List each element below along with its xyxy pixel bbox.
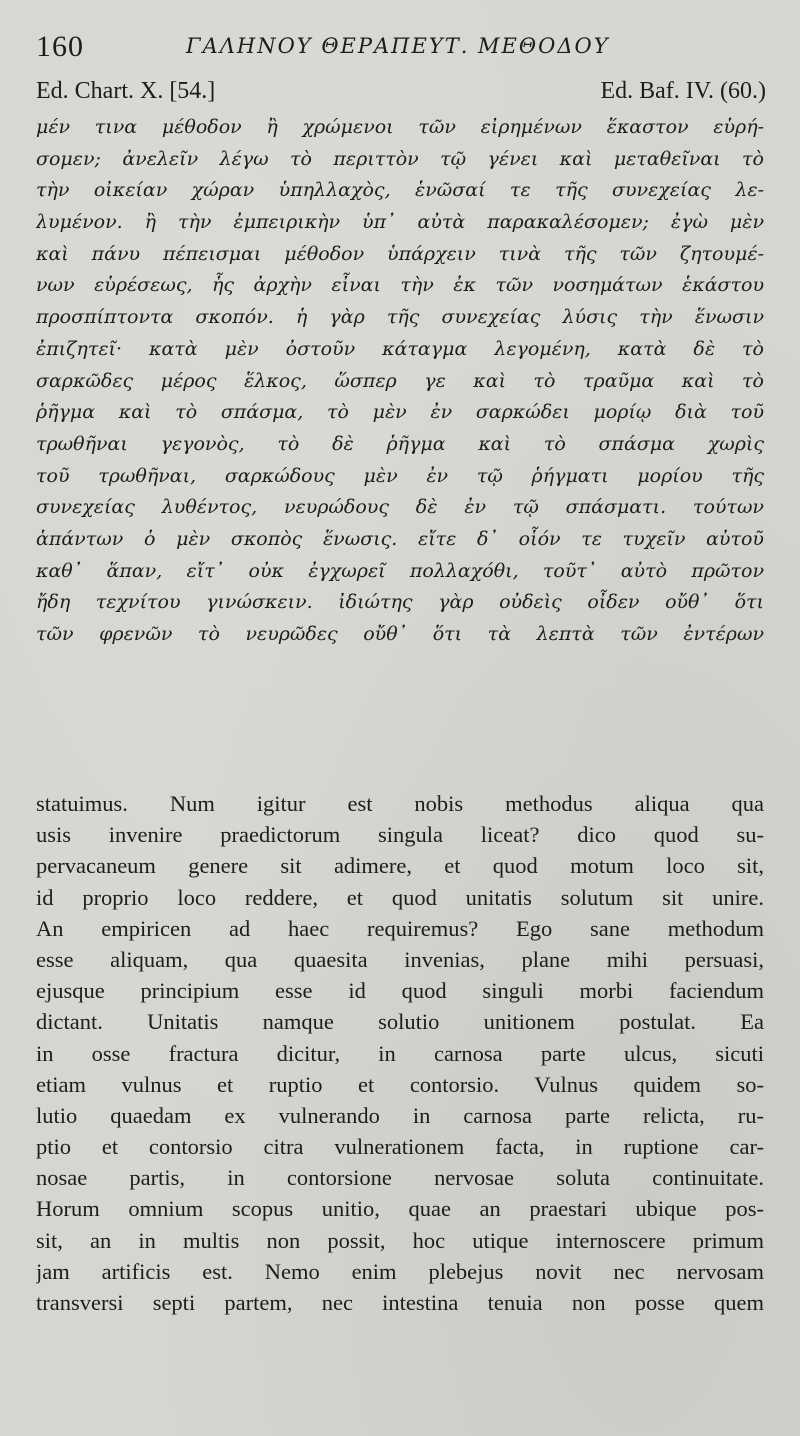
latin-text-line: ptio et contorsio citra vulnerationem facta, in ruptione car-: [36, 1134, 764, 1160]
greek-text-line: ῥῆγμα καὶ τὸ σπάσμα, τὸ μὲν ἐν σαρκώδει μορίῳ διὰ τοῦ: [36, 401, 764, 424]
greek-text-line: σαρκῶδες μέρος ἕλκος, ὥσπερ γε καὶ τὸ τραῦμα καὶ τὸ: [36, 369, 764, 392]
greek-text-line: ἐπιζητεῖ· κατὰ μὲν ὀστοῦν κάταγμα λεγομένη, κατὰ δὲ τὸ: [36, 337, 764, 360]
page-number: 160: [36, 30, 84, 63]
greek-text-line: σομεν; ἀνελεῖν λέγω τὸ περιττὸν τῷ γένει καὶ μεταθεῖναι τὸ: [36, 147, 764, 170]
greek-text-line: καὶ πάνυ πέπεισμαι μέθοδον ὑπάρχειν τινὰ τῆς τῶν ζητουμέ-: [36, 242, 764, 265]
edition-chart-reference: Ed. Chart. X. [54.]: [36, 78, 216, 104]
greek-text-line: ἁπάντων ὁ μὲν σκοπὸς ἕνωσις. εἴτε δ᾽ οἷόν τε τυχεῖν αὐτοῦ: [36, 527, 764, 550]
greek-text-line: ἤδη τεχνίτου γινώσκειν. ἰδιώτης γὰρ οὐδεὶς οἶδεν οὔθ᾽ ὅτι: [36, 591, 764, 614]
latin-text-line: pervacaneum genere sit adimere, et quod motum loco sit,: [36, 853, 764, 879]
latin-text-line: dictant. Unitatis namque solutio unitionem postulat. Ea: [36, 1009, 764, 1035]
latin-text-line: jam artificis est. Nemo enim plebejus novit nec nervosam: [36, 1258, 764, 1284]
latin-text-line: esse aliquam, qua quaesita invenias, plane mihi persuasi,: [36, 946, 764, 972]
latin-text-line: sit, an in multis non possit, hoc utique internoscere primum: [36, 1227, 764, 1253]
latin-text-line: An empiricen ad haec requiremus? Ego sane methodum: [36, 915, 764, 941]
latin-text-line: ejusque principium esse id quod singuli morbi faciendum: [36, 978, 764, 1004]
latin-text-line: nosae partis, in contorsione nervosae soluta continuitate.: [36, 1165, 764, 1191]
edition-basel-reference: Ed. Baf. IV. (60.): [600, 78, 766, 104]
running-head: [36, 30, 764, 64]
latin-text-line: Horum omnium scopus unitio, quae an praestari ubique pos-: [36, 1196, 764, 1222]
greek-text-line: τῶν φρενῶν τὸ νευρῶδες οὔθ᾽ ὅτι τὰ λεπτὰ τῶν ἐντέρων: [36, 623, 764, 645]
latin-text-block: [36, 788, 764, 1318]
greek-text-line: νων εὑρέσεως, ἧς ἀρχὴν εἶναι τὴν ἐκ τῶν νοσημάτων ἑκάστου: [36, 274, 764, 297]
edition-references: [36, 78, 766, 108]
greek-text-line: τρωθῆναι γεγονὸς, τὸ δὲ ῥῆγμα καὶ τὸ σπάσμα χωρὶς: [36, 432, 764, 455]
greek-text-line: συνεχείας λυθέντος, νευρώδους δὲ ἐν τῷ σπάσματι. τούτων: [36, 496, 764, 519]
latin-text-line: usis invenire praedictorum singula liceat? dico quod su-: [36, 822, 764, 848]
latin-text-line: in osse fractura dicitur, in carnosa parte ulcus, sicuti: [36, 1040, 764, 1066]
greek-text-line: μέν τινα μέθοδον ἢ χρώμενοι τῶν εἰρημένων ἕκαστον εὑρή-: [36, 116, 764, 138]
latin-text-line: lutio quaedam ex vulnerando in carnosa parte relicta, ru-: [36, 1102, 764, 1128]
greek-text-line: τοῦ τρωθῆναι, σαρκώδους μὲν ἐν τῷ ῥήγματι μορίου τῆς: [36, 464, 764, 487]
greek-text-line: καθ᾽ ἅπαν, εἴτ᾽ οὐκ ἐγχωρεῖ πολλαχόθι, τοῦτ᾽ αὐτὸ πρῶτον: [36, 559, 764, 582]
greek-text-line: τὴν οἰκείαν χώραν ὑπηλλαχὸς, ἑνῶσαί τε τῆς συνεχείας λε-: [36, 179, 764, 202]
latin-text-line: id proprio loco reddere, et quod unitatis solutum sit unire.: [36, 884, 764, 910]
latin-text-line: statuimus. Num igitur est nobis methodus aliqua qua: [36, 791, 764, 816]
latin-text-line: etiam vulnus et ruptio et contorsio. Vulnus quidem so-: [36, 1071, 764, 1097]
greek-text-line: προσπίπτοντα σκοπόν. ἡ γὰρ τῆς συνεχείας λύσις τὴν ἕνωσιν: [36, 306, 764, 329]
greek-text-block: [36, 112, 764, 651]
greek-text-line: λυμένον. ἢ τὴν ἐμπειρικὴν ὑπ᾽ αὐτὰ παρακαλέσομεν; ἐγὼ μὲν: [36, 211, 764, 234]
latin-text-line: transversi septi partem, nec intestina tenuia non posse quem: [36, 1290, 764, 1315]
running-title: ΓΑΛΗΝΟΥ ΘΕΡΑΠΕΥΤ. ΜΕΘΟΔΟΥ: [186, 34, 610, 58]
